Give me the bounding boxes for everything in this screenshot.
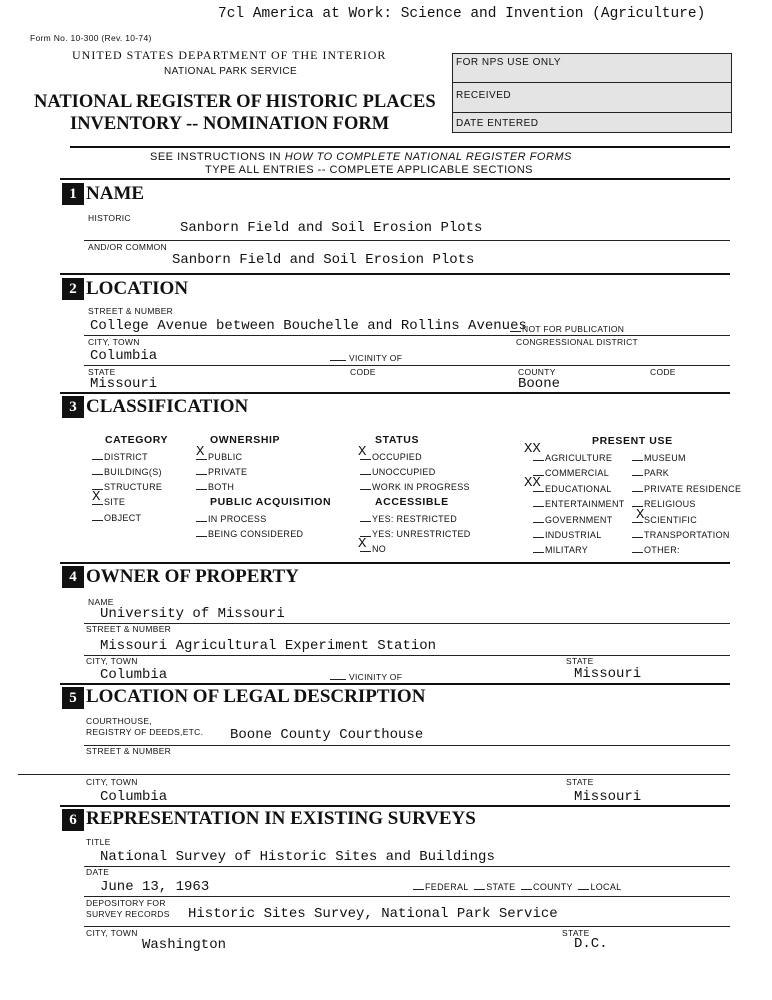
not-for-publication-label: NOT FOR PUBLICATION: [510, 324, 624, 334]
legal-state-value: Missouri: [574, 789, 642, 805]
courthouse-label: COURTHOUSE,: [86, 716, 152, 726]
depository-state-label: STATE: [562, 928, 590, 938]
form-title-line1: NATIONAL REGISTER OF HISTORIC PLACES: [34, 92, 436, 112]
use-government: GOVERNMENT: [533, 515, 613, 525]
section-title-name: NAME: [86, 183, 145, 204]
owner-street-label: STREET & NUMBER: [86, 624, 172, 634]
page-title: 7cl America at Work: Science and Invention (Agriculture): [218, 6, 706, 22]
legal-state-label: STATE: [566, 777, 594, 787]
legal-city-label: CITY, TOWN: [86, 777, 138, 787]
common-name-label: AND/OR COMMON: [88, 242, 167, 252]
section-number-5: 5: [62, 687, 84, 709]
ownership-heading: OWNERSHIP: [210, 434, 281, 446]
section-title-owner: OWNER OF PROPERTY: [86, 566, 299, 587]
legal-city-value: Columbia: [100, 789, 168, 805]
category-heading: CATEGORY: [105, 434, 169, 446]
common-name-value: Sanborn Field and Soil Erosion Plots: [172, 252, 475, 268]
use-religious: RELIGIOUS: [632, 499, 696, 509]
survey-date-value: June 13, 1963: [100, 879, 210, 895]
use-commercial: COMMERCIAL: [533, 468, 609, 478]
category-site-mark: X: [92, 489, 101, 505]
use-entertainment: ENTERTAINMENT: [533, 499, 625, 509]
accessible-restricted: YES: RESTRICTED: [360, 514, 457, 524]
present-use-heading: PRESENT USE: [592, 435, 673, 447]
ownership-private: PRIVATE: [196, 467, 247, 477]
section-title-classification: CLASSIFICATION: [86, 396, 249, 417]
survey-title-label: TITLE: [86, 837, 111, 847]
form-number: Form No. 10-300 (Rev. 10-74): [30, 33, 152, 43]
depository-state-value: D.C.: [574, 936, 608, 952]
section-number-1: 1: [62, 183, 84, 205]
nps-use-box: [452, 53, 732, 133]
instructions-line2: TYPE ALL ENTRIES -- COMPLETE APPLICABLE SECTIONS: [205, 164, 534, 176]
historic-name-value: Sanborn Field and Soil Erosion Plots: [180, 220, 483, 236]
header-divider: [70, 146, 730, 148]
county-label: COUNTY: [518, 367, 556, 377]
street-value: College Avenue between Bouchelle and Rollins Avenues: [90, 318, 527, 334]
owner-street-value: Missouri Agricultural Experiment Station: [100, 638, 437, 654]
ownership-public-mark: X: [196, 444, 205, 460]
nps-date-entered-label: DATE ENTERED: [456, 118, 539, 129]
congressional-district-label: CONGRESSIONAL DISTRICT: [516, 337, 638, 347]
instructions-line1: SEE INSTRUCTIONS IN HOW TO COMPLETE NATIONAL REGISTER FORMS: [150, 151, 572, 163]
owner-city-label: CITY, TOWN: [86, 656, 138, 666]
owner-city-value: Columbia: [100, 667, 168, 683]
city-town-label: CITY, TOWN: [88, 337, 140, 347]
use-agriculture: AGRICULTURE: [533, 453, 612, 463]
use-park: PARK: [632, 468, 669, 478]
form-title-line2: INVENTORY -- NOMINATION FORM: [70, 114, 390, 134]
code-label: CODE: [350, 367, 376, 377]
depository-city-value: Washington: [142, 937, 227, 953]
owner-name-value: University of Missouri: [100, 606, 285, 622]
section-title-surveys: REPRESENTATION IN EXISTING SURVEYS: [86, 808, 476, 829]
survey-level-options: FEDERAL STATE COUNTY LOCAL: [413, 882, 621, 892]
accessible-no: NO: [360, 544, 386, 554]
owner-vicinity-label: VICINITY OF: [330, 672, 402, 682]
state-label: STATE: [88, 367, 116, 377]
use-transportation: TRANSPORTATION: [632, 530, 730, 540]
use-museum: MUSEUM: [632, 453, 686, 463]
survey-date-label: DATE: [86, 867, 110, 877]
accessible-no-mark: X: [358, 536, 367, 552]
owner-state-value: Missouri: [574, 666, 642, 682]
legal-street-label: STREET & NUMBER: [86, 746, 172, 756]
status-occupied: OCCUPIED: [360, 452, 422, 462]
status-occupied-mark: X: [358, 444, 367, 460]
depository-label-2: SURVEY RECORDS: [86, 909, 170, 919]
ownership-both: BOTH: [196, 482, 234, 492]
use-industrial: INDUSTRIAL: [533, 530, 602, 540]
category-district: DISTRICT: [92, 452, 148, 462]
status-work-in-progress: WORK IN PROGRESS: [360, 482, 470, 492]
status-heading: STATUS: [375, 434, 420, 446]
instructions-divider: [60, 178, 730, 180]
city-value: Columbia: [90, 348, 158, 364]
acquisition-in-process: IN PROCESS: [196, 514, 267, 524]
depository-value: Historic Sites Survey, National Park Service: [188, 906, 558, 922]
section-number-2: 2: [62, 278, 84, 300]
section-number-6: 6: [62, 809, 84, 831]
use-educational-mark: XX: [524, 475, 541, 491]
use-other: OTHER:: [632, 545, 680, 555]
use-private-residence: PRIVATE RESIDENCE: [632, 484, 741, 494]
owner-name-label: NAME: [88, 597, 114, 607]
county-code-label: CODE: [650, 367, 676, 377]
service-name: NATIONAL PARK SERVICE: [164, 66, 298, 77]
nps-received-label: RECEIVED: [456, 90, 512, 101]
accessible-unrestricted: YES: UNRESTRICTED: [360, 529, 471, 539]
nps-use-title: FOR NPS USE ONLY: [456, 57, 562, 68]
department-name: UNITED STATES DEPARTMENT OF THE INTERIOR: [72, 48, 387, 62]
category-buildings: BUILDING(S): [92, 467, 162, 477]
owner-state-label: STATE: [566, 656, 594, 666]
registry-label: REGISTRY OF DEEDS,ETC.: [86, 727, 204, 737]
section-title-location: LOCATION: [86, 278, 189, 299]
use-military: MILITARY: [533, 545, 588, 555]
category-site: SITE: [92, 497, 125, 507]
accessible-heading: ACCESSIBLE: [375, 496, 449, 508]
section-title-legal-description: LOCATION OF LEGAL DESCRIPTION: [86, 686, 426, 707]
courthouse-value: Boone County Courthouse: [230, 727, 424, 743]
category-object: OBJECT: [92, 513, 141, 523]
depository-label-1: DEPOSITORY FOR: [86, 898, 166, 908]
street-number-label: STREET & NUMBER: [88, 306, 174, 316]
use-educational: EDUCATIONAL: [533, 484, 612, 494]
state-value: Missouri: [90, 376, 158, 392]
use-agriculture-mark: XX: [524, 441, 541, 457]
vicinity-label: VICINITY OF: [330, 353, 402, 363]
status-unoccupied: UNOCCUPIED: [360, 467, 436, 477]
section-number-3: 3: [62, 396, 84, 418]
category-structure: STRUCTURE: [92, 482, 162, 492]
use-scientific-mark: X: [636, 507, 645, 523]
acquisition-being-considered: BEING CONSIDERED: [196, 529, 303, 539]
county-value: Boone: [518, 376, 561, 392]
depository-city-label: CITY, TOWN: [86, 928, 138, 938]
survey-title-value: National Survey of Historic Sites and Buildings: [100, 849, 495, 865]
use-scientific: SCIENTIFIC: [632, 515, 697, 525]
public-acquisition-heading: PUBLIC ACQUISITION: [210, 496, 332, 508]
historic-label: HISTORIC: [88, 213, 131, 223]
ownership-public: PUBLIC: [196, 452, 242, 462]
section-number-4: 4: [62, 566, 84, 588]
